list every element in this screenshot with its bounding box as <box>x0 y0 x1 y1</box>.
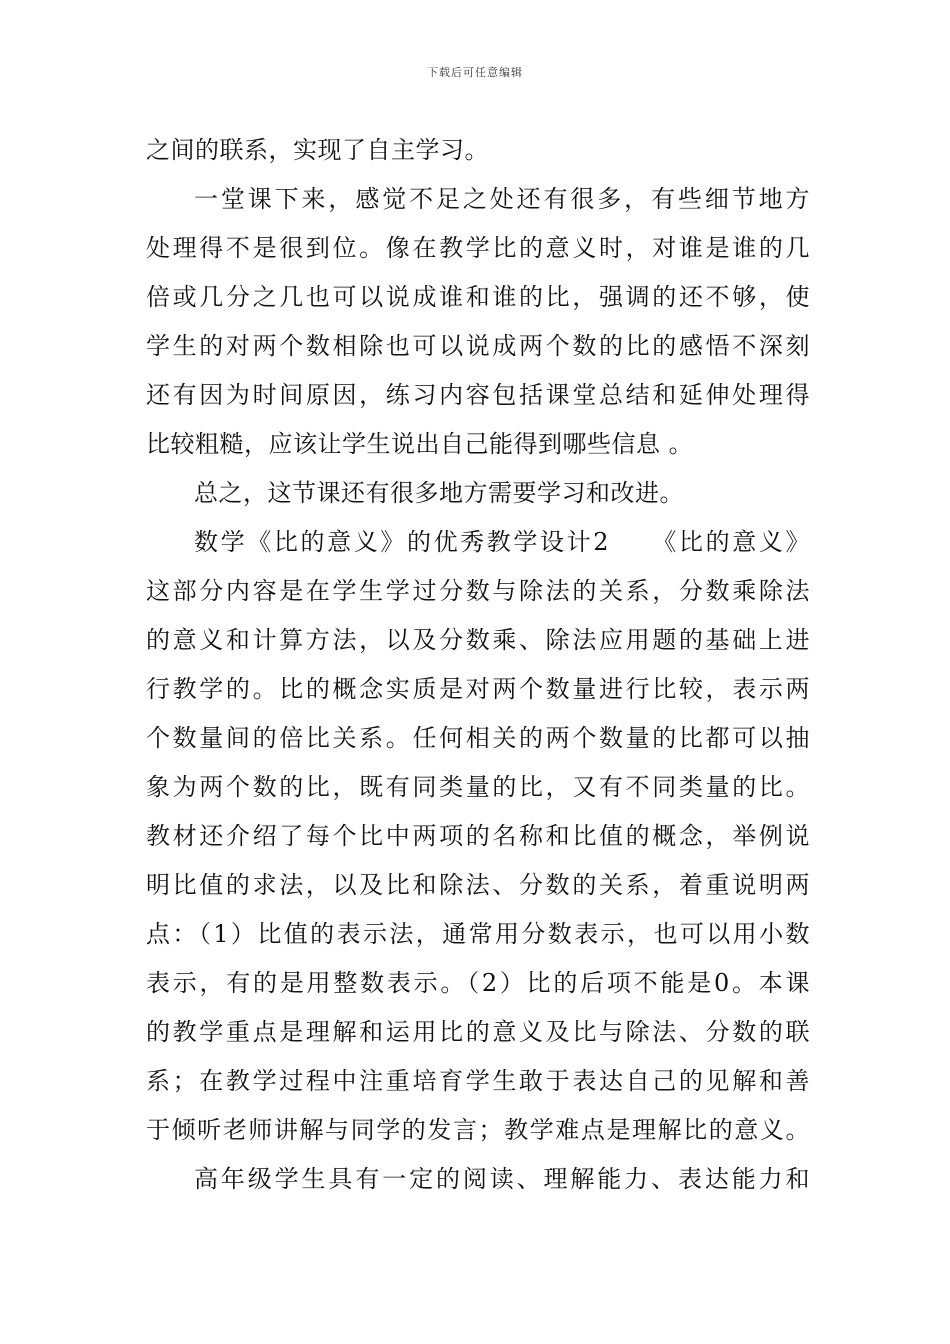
text-line: 的教学重点是理解和运用比的意义及比与除法、分数的联 <box>146 1018 810 1046</box>
text-line: 个数量间的倍比关系。任何相关的两个数量的比都可以抽 <box>146 724 810 752</box>
text-line: 总之，这节课还有很多地方需要学习和改进。 <box>194 479 684 507</box>
text-line: 还有因为时间原因，练习内容包括课堂总结和延伸处理得 <box>146 381 810 409</box>
text-line: 明比值的求法，以及比和除法、分数的关系，着重说明两 <box>146 871 810 899</box>
text-line: 这部分内容是在学生学过分数与除法的关系，分数乘除法 <box>146 577 810 605</box>
text-line: 象为两个数的比，既有同类量的比，又有不同类量的比。 <box>146 773 810 801</box>
text-line: 倍或几分之几也可以说成谁和谁的比，强调的还不够，使 <box>146 283 810 311</box>
page-header-note: 下载后可任意编辑 <box>427 66 523 79</box>
text-line: 行教学的。比的概念实质是对两个数量进行比较，表示两 <box>146 675 810 703</box>
text-line: 教材还介绍了每个比中两项的名称和比值的概念，举例说 <box>146 822 810 850</box>
text-line: 处理得不是很到位。像在教学比的意义时，对谁是谁的几 <box>146 234 810 262</box>
text-line: 之间的联系，实现了自主学习。 <box>146 136 489 164</box>
text-line: 于倾听老师讲解与同学的发言；教学难点是理解比的意义。 <box>146 1116 810 1144</box>
document-body <box>146 126 810 1204</box>
text-line: 表示，有的是用整数表示。（2）比的后项不能是0。本课 <box>146 969 810 997</box>
text-line: 的意义和计算方法，以及分数乘、除法应用题的基础上进 <box>146 626 810 654</box>
text-line: 学生的对两个数相除也可以说成两个数的比的感悟不深刻 <box>146 332 810 360</box>
text-line: 数学《比的意义》的优秀教学设计2 《比的意义》 <box>194 528 810 556</box>
text-line: 比较粗糙，应该让学生说出自己能得到哪些信息 。 <box>146 430 694 458</box>
text-line: 系；在教学过程中注重培育学生敢于表达自己的见解和善 <box>146 1067 810 1095</box>
text-line: 点：（1）比值的表示法，通常用分数表示，也可以用小数 <box>146 920 810 948</box>
text-line: 高年级学生具有一定的阅读、理解能力、表达能力和 <box>194 1165 810 1193</box>
text-line: 一堂课下来，感觉不足之处还有很多，有些细节地方 <box>194 185 810 213</box>
